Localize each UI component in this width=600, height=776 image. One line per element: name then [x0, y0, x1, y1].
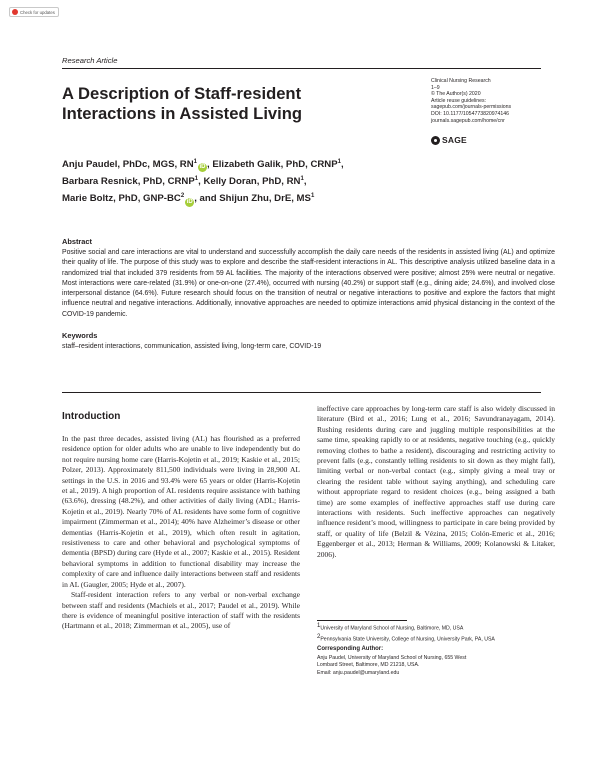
author-affiliation-marker: 1	[193, 159, 198, 165]
journal-name: Clinical Nursing Research	[431, 78, 491, 84]
author-separator: , and	[194, 193, 220, 205]
sage-logo-icon	[431, 136, 440, 145]
article-title: A Description of Staff-resident Interactions in Assisted Living	[62, 84, 303, 123]
author-separator: ,	[303, 176, 307, 188]
author-name: Shijun Zhu, DrE, MS	[219, 193, 311, 205]
badge-label: Check for updates	[20, 9, 55, 15]
check-for-updates-badge[interactable]	[9, 7, 59, 17]
section-rule	[62, 392, 541, 393]
affiliations	[317, 623, 557, 644]
journal-meta	[431, 78, 561, 124]
author-affiliation-marker: 1	[310, 193, 315, 200]
introduction-heading: Introduction	[62, 411, 121, 422]
author-separator: ,	[207, 159, 213, 171]
permissions-link[interactable]: sagepub.com/journals-permissions	[431, 104, 512, 111]
body-paragraph: Staff-resident interaction refers to any verbal or non-verbal exchange between staff and residents (Machiels et al., 2017; Paudel et al., 2019). While there is evidence of meaningful positive interaction of staff with the residents (Hartmann et al., 2018; Zimmerman et al., 2005), use of	[62, 590, 300, 631]
journal-homepage-link[interactable]: journals.sagepub.com/home/cnr	[431, 117, 505, 124]
footnote-rule	[317, 620, 407, 621]
orcid-icon[interactable]: iD	[186, 198, 193, 205]
author-affiliation-marker: 2	[180, 193, 185, 200]
author-affiliation-marker: 1	[337, 159, 341, 165]
author-affiliation-marker: 1	[194, 176, 199, 183]
affiliation-1: $^1$University of Maryland School of Nursing, Baltimore, MD, USA	[317, 623, 464, 632]
doi[interactable]: DOI: 10.1177/1054773820974146	[431, 110, 510, 117]
body-column-right	[317, 404, 555, 560]
author-name: Elizabeth Galik, PhD, CRNP	[212, 159, 338, 171]
page-range: 1–9	[431, 84, 440, 91]
author-name: Barbara Resnick, PhD, CRNP	[62, 176, 195, 188]
corresponding-author-heading: Corresponding Author:	[317, 646, 384, 652]
author-separator: ,	[198, 176, 204, 188]
publisher-name: SAGE	[442, 135, 467, 145]
abstract-text: Positive social and care interactions are vital to understand and successfully accomplish the daily care needs of the residents in assisted living (AL) and optimize their quality of life. The purpose of this study was to explore and describe the staff-resident interactions in AL. This descriptive analysis utilized baseline data in a randomized trial that included 379 residents from 59 AL facilities. The majority of the interactions observed were positive; almost 25% were neutral or negative. Most interactions were care-related (31.9%) or one-on-one (27.4%), occurred with nursing (40.2%) or support staff (e.g., dining aide; 24.6%), and involved close interpersonal distance (64.6%). Future research should focus on the transition of neutral or negative interactions to positive and explore the factors that might influence neutral and negative interactions. Additionally, innovative approaches are needed to optimize interactions amid physical distancing in the context of the COVID-19 pandemic.	[62, 249, 555, 318]
body-column-left	[62, 434, 300, 632]
affiliation-2: $^2$Pennsylvania State University, College of Nursing, University Park, PA, USA	[317, 633, 495, 643]
article-type: Research Article	[62, 56, 118, 65]
author-affiliation-marker: 1	[300, 176, 304, 183]
author-name: Marie Boltz, PhD, GNP-BC	[62, 193, 181, 205]
corresponding-author-email[interactable]: Email: anju.paudel@umaryland.edu	[317, 669, 400, 676]
corresponding-author-details	[317, 655, 557, 677]
header-rule	[62, 68, 541, 69]
author-name: Kelly Doran, PhD, RN	[203, 176, 301, 188]
author-separator: ,	[340, 159, 344, 171]
author-list	[62, 155, 482, 207]
orcid-icon[interactable]: iD	[199, 164, 206, 171]
copyright: © The Author(s) 2020	[431, 91, 481, 98]
publisher-logo	[431, 135, 467, 145]
corresponding-author-line: Anju Paudel, University of Maryland School of Nursing, 655 West	[317, 655, 467, 661]
body-paragraph: In the past three decades, assisted living (AL) has flourished as a preferred residence option for older adults who are unable to live independently but do not require nursing home care (Harris-Kojetin et al., 2019; Kaskie et al., 2015; Polzer, 2013). Approximately 811,500 individuals were living in 28,900 AL settings in the U.S. in 2016 and 93.4% were 65 years or older (Harris-Kojetin et al., 2019). A high proportion of AL residents require assistance with bathing (63.6%), dressing (48.2%), and other activities of daily living (ADL; Harris-Kojetin et al., 2019). Nearly 70% of AL residents have some form of cognitive impairment (Zimmerman et al., 2014); 40% have Alzheimer’s disease or other dementias (Harris-Kojetin et al., 2019), which often result in agitation, resistiveness to care and other behavioral and psychological symptoms of dementia (BPSD) during care (Hyde et al., 2007; Kaskie et al., 2015). Resident behavioral symptoms in addition to functional disability may increase the complexity of care and influence daily interactions between staff and residents in AL (Gaugler, 2005; Hyde et al., 2007).	[62, 434, 300, 589]
corresponding-author-line: Lombard Street, Baltimore, MD 21218, USA.	[317, 662, 420, 669]
crossmark-icon	[12, 9, 18, 15]
body-paragraph: ineffective care approaches by long-term care staff is also widely discussed in literature (Bird et al., 2016; Lung et al., 2016; Savundranayagam, 2014). Rushing residents during care and juggling multiple responsibilities at the same time, speaking rapidly to or at residents, negative touching (e.g., quickly removing clothes to bathe a resident), discouraging and restricting activity to prevent falls (e.g., constantly telling residents to sit down as they might fall), limiting verbal or non-verbal contact (e.g., simply giving a meal tray or clearing the resident table without saying anything), and scheduling care without appropriate regard to resident choices (e.g., being assigned a bath time) are some examples of ineffective approaches staff use during care interactions with residents. Such ineffective approaches can negatively influence resident’s mood, willingness to participate in care being provided by staff, or quality of life (Belzil & Vézina, 2015; Colón-Emeric et al., 2016; Eggenberger et al., 2013; Herman & Williams, 2009; Kolanowski & Litaker, 2006).	[317, 404, 555, 559]
reuse-guidelines: Article reuse guidelines:	[431, 97, 487, 104]
keywords-heading: Keywords	[62, 331, 98, 340]
abstract-heading: Abstract	[62, 237, 92, 246]
keywords-text: staff–resident interactions, communication, assisted living, long-term care, COVID-19	[62, 343, 322, 350]
author-name: Anju Paudel, PhDc, MGS, RN	[62, 159, 194, 171]
